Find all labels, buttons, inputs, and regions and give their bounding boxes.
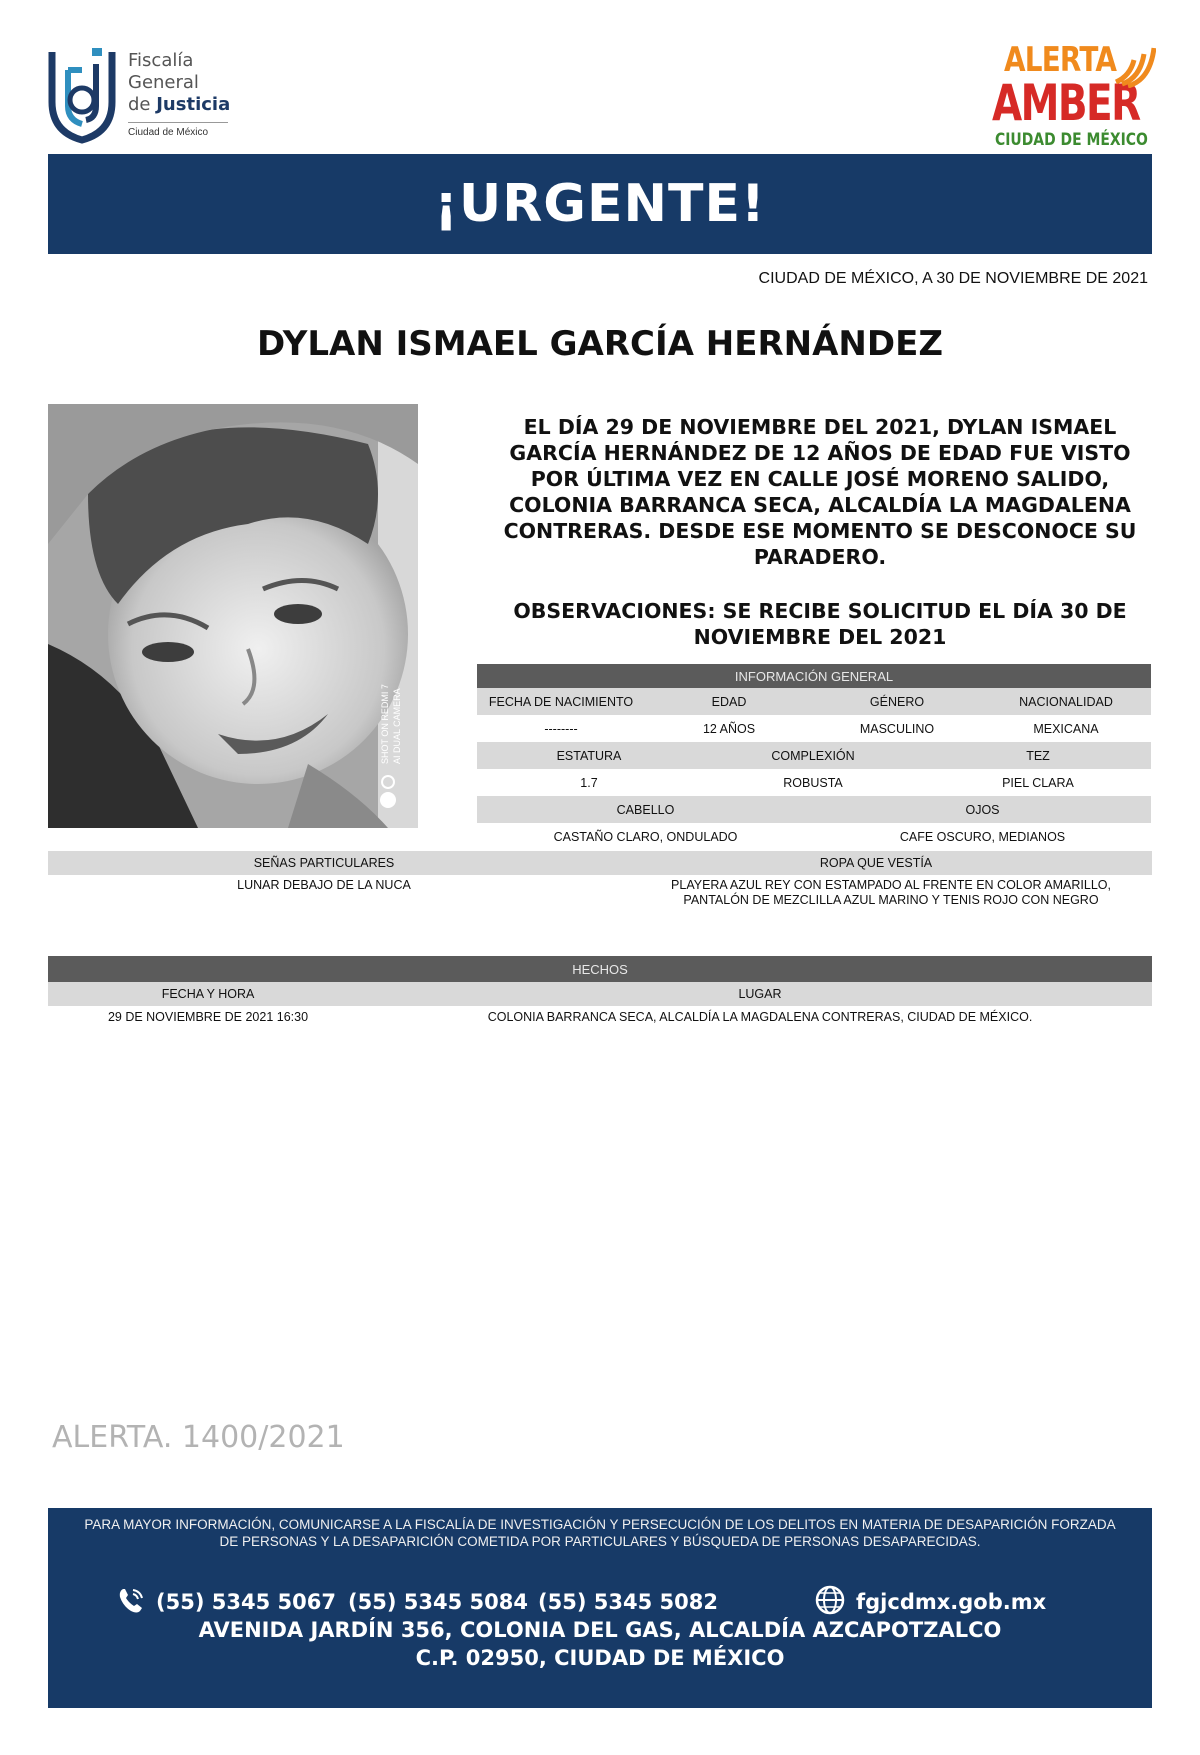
header-gender: GÉNERO [869, 694, 925, 709]
fgj-logo [46, 44, 246, 148]
value-nationality: MEXICANA [1033, 721, 1099, 736]
value-birthdate: -------- [544, 721, 578, 736]
fgj-logo-line3-prefix: de [128, 94, 157, 115]
photo-watermark-line2: AI DUAL CAMERA [392, 688, 402, 764]
header-date-time: FECHA Y HORA [161, 987, 255, 1001]
fgj-logo-line1: Fiscalía [128, 50, 194, 71]
value-eyes: CAFE OSCURO, MEDIANOS [899, 829, 1066, 844]
header-distinguishing-marks: SEÑAS PARTICULARES [253, 856, 395, 870]
header-eyes: OJOS [965, 802, 1000, 817]
date-line: CIUDAD DE MÉXICO, A 30 DE NOVIEMBRE DE 2021 [758, 270, 1148, 287]
fgj-logo-line2: General [128, 72, 199, 93]
general-info-headers-3 [477, 796, 1151, 823]
header-height: ESTATURA [556, 748, 622, 763]
fgj-logo-rule [128, 122, 228, 123]
value-place: COLONIA BARRANCA SECA, ALCALDÍA LA MAGDALENA CONTRERAS, CIUDAD DE MÉXICO. [487, 1010, 1033, 1024]
narrative-text: EL DÍA 29 DE NOVIEMBRE DEL 2021, DYLAN ISMAEL GARCÍA HERNÁNDEZ DE 12 AÑOS DE EDAD FUE VISTO POR ÚLTIMA VEZ EN CALLE JOSÉ MORENO SALIDO, COLONIA BARRANCA SECA, ALCALDÍA LA MAGDALENA CONTRERAS. DESDE ESE MOMENTO SE DESCONOCE SU PARADERO. [503, 415, 1137, 569]
address-line-1: AVENIDA JARDÍN 356, COLONIA DEL GAS, ALCALDÍA AZCAPOTZALCO [198, 1618, 1002, 1642]
header-hair: CABELLO [616, 802, 675, 817]
fgj-logo-line3-bold: Justicia [156, 94, 231, 115]
amber-signal-icon [1112, 42, 1156, 88]
alert-number: ALERTA. 1400/2021 [52, 1420, 345, 1455]
urgent-banner-text: ¡URGENTE! [434, 174, 766, 234]
phone-number-1[interactable]: (55) 5345 5067 [156, 1590, 336, 1614]
general-info-table [477, 664, 1151, 850]
header-complexion: TEZ [1026, 748, 1050, 763]
general-info-headers-2 [477, 742, 1151, 769]
value-age: 12 AÑOS [702, 721, 756, 736]
contact-footer [48, 1508, 1152, 1708]
globe-icon [812, 1582, 848, 1618]
header-age: EDAD [711, 694, 747, 709]
photo-image [48, 404, 418, 828]
observations-text: OBSERVACIONES: SE RECIBE SOLICITUD EL DÍA 30 DE NOVIEMBRE DEL 2021 [513, 599, 1127, 649]
website-link[interactable]: fgjcdmx.gob.mx [856, 1590, 1047, 1614]
value-height: 1.7 [580, 775, 598, 790]
header-birthdate: FECHA DE NACIMIENTO [488, 694, 634, 709]
facts-headers [48, 982, 1152, 1006]
phone-number-3[interactable]: (55) 5345 5082 [538, 1590, 718, 1614]
general-info-values-1 [477, 715, 1151, 742]
urgent-banner [48, 154, 1152, 254]
header-nationality: NACIONALIDAD [1019, 694, 1113, 709]
facts-values [48, 1006, 1152, 1028]
value-date-time: 29 DE NOVIEMBRE DE 2021 16:30 [107, 1010, 309, 1024]
footer-note: PARA MAYOR INFORMACIÓN, COMUNICARSE A LA FISCALÍA DE INVESTIGACIÓN Y PERSECUCIÓN DE LOS DELITOS EN MATERIA DE DESAPARICIÓN FORZADA DE PERSONAS Y LA DESAPARICIÓN COMETIDA POR PARTICULARES Y BÚSQUEDA DE PERSONAS DESAPARECIDAS. [84, 1517, 1116, 1549]
value-hair: CASTAÑO CLARO, ONDULADO [553, 829, 738, 844]
value-complexion: PIEL CLARA [1002, 775, 1074, 790]
fgj-emblem-icon [46, 46, 118, 144]
missing-person-photo [48, 404, 418, 828]
alerta-amber-logo [990, 40, 1160, 150]
address-line-2: C.P. 02950, CIUDAD DE MÉXICO [415, 1646, 785, 1670]
general-info-values-2 [477, 769, 1151, 796]
description-table [48, 851, 1152, 917]
general-info-headers-1 [477, 688, 1151, 715]
facts-title: HECHOS [48, 956, 1152, 982]
fgj-logo-line4: Ciudad de México [128, 127, 209, 138]
facts-table [48, 956, 1152, 1028]
footer-contact-row [48, 1588, 1152, 1620]
header-place: LUGAR [738, 987, 782, 1001]
value-clothing: PLAYERA AZUL REY CON ESTAMPADO AL FRENTE EN COLOR AMARILLO, PANTALÓN DE MEZCLILLA AZUL MARINO Y TENIS ROJO CON NEGRO [671, 878, 1111, 907]
value-build: ROBUSTA [783, 775, 843, 790]
value-gender: MASCULINO [859, 721, 935, 736]
general-info-title: INFORMACIÓN GENERAL [477, 664, 1151, 688]
value-distinguishing-marks: LUNAR DEBAJO DE LA NUCA [237, 878, 411, 892]
amber-logo-line2: AMBER [992, 74, 1140, 132]
general-info-values-3 [477, 823, 1151, 850]
phone-number-2[interactable]: (55) 5345 5084 [348, 1590, 528, 1614]
description-values [48, 875, 1152, 917]
header-clothing: ROPA QUE VESTÍA [819, 856, 933, 870]
fgj-logo-line3 [128, 94, 248, 116]
person-name: DYLAN ISMAEL GARCÍA HERNÁNDEZ [257, 324, 943, 364]
fgj-logo-text [128, 50, 248, 138]
phone-icon [116, 1586, 146, 1616]
amber-logo-line3: CIUDAD DE MÉXICO [995, 130, 1148, 150]
photo-watermark-line1: SHOT ON REDMI 7 [380, 684, 390, 764]
header-build: COMPLEXIÓN [771, 748, 855, 763]
description-headers [48, 851, 1152, 875]
amber-logo-line1: ALERTA [1004, 40, 1117, 80]
